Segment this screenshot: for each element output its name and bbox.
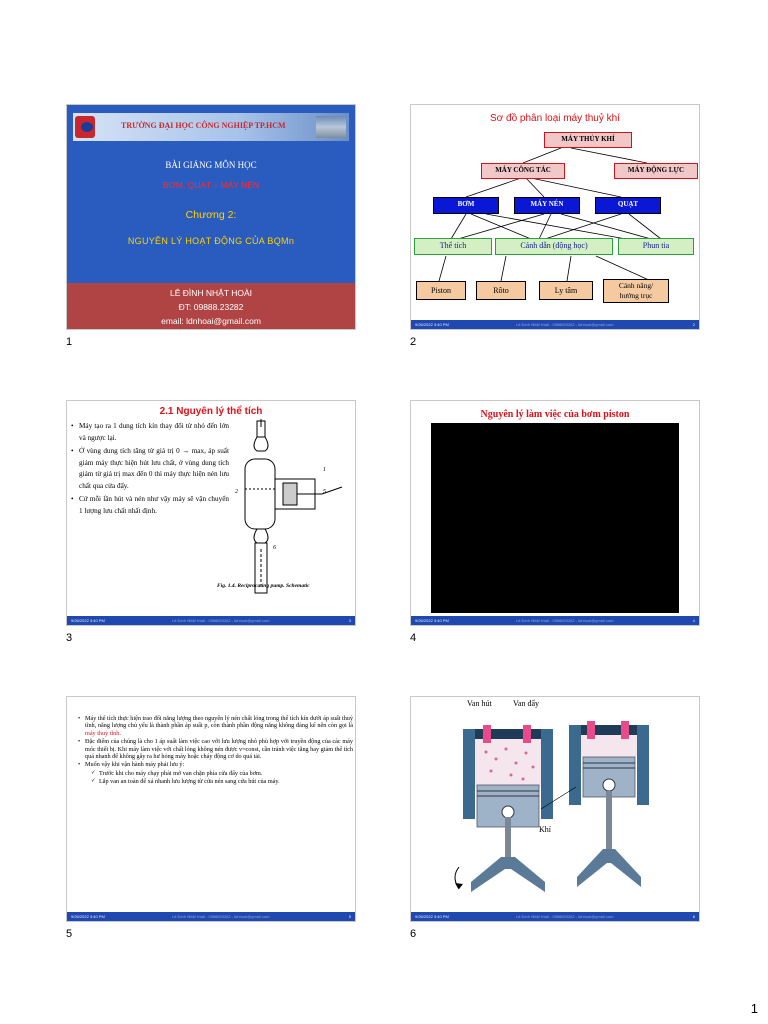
box-piston: Piston [416, 281, 466, 300]
slide-3 [66, 400, 356, 626]
slide-footer [67, 912, 355, 921]
box-bom: BƠM [433, 197, 499, 214]
footer-author: Lê Đình Nhật Hoài - 0988823282 - ldnhoai@gmail.com [516, 914, 614, 919]
figure-caption: Fig. 1.4. Reciprocating pump. Schematic [217, 583, 310, 589]
slide-number: 5 [66, 928, 73, 940]
building-image [316, 116, 346, 138]
author-email: email: ldnhoai@gmail.com [161, 316, 261, 326]
box-phun-tia: Phun tia [618, 238, 694, 255]
bullet-list [69, 421, 229, 519]
footer-slide-number: 3 [348, 618, 351, 623]
slide-2 [410, 104, 700, 330]
list-item [85, 715, 353, 737]
label-van-hut: Van hút [467, 699, 492, 708]
box-dong-luc: MÁY ĐỘNG LỰC [614, 163, 698, 179]
footer-slide-number: 4 [692, 618, 695, 623]
chapter-label: Chương 2: [185, 209, 237, 221]
box-quat: QUẠT [595, 197, 661, 214]
list-item: • Cứ mỗi lần hút và nén như vậy máy sẽ vận chuyển 1 lượng lưu chất nhất định. [79, 494, 229, 517]
highlight-term: máy thuỷ tĩnh [85, 729, 120, 737]
slide-1 [66, 104, 356, 330]
footer-author: Lê Đình Nhật Hoài - 0988823282 - ldnhoai@gmail.com [516, 322, 614, 327]
slide-footer [411, 912, 699, 921]
slide-number: 2 [410, 336, 417, 348]
author-name: LÊ ĐÌNH NHẬT HOÀI [169, 288, 253, 298]
slide-title: Sơ đồ phân loại máy thuỷ khí [490, 113, 620, 124]
box-may-nen: MÁY NÉN [514, 197, 580, 214]
check-item: ✓ Trước khi cho máy chạy phải mở van chặn phía cửa đẩy của bơm. [99, 770, 353, 777]
slide-title: Nguyên lý làm việc của bơm piston [480, 409, 630, 420]
video-placeholder[interactable] [431, 423, 679, 613]
slide-number: 6 [410, 928, 417, 940]
slide-footer [67, 616, 355, 625]
footer-slide-number: 6 [692, 914, 695, 919]
list-item: • Máy tạo ra 1 dung tích kín thay đổi từ nhỏ đến lớn và ngược lại. [79, 421, 229, 444]
check-item: ✓ Lắp van an toàn để xả nhanh lưu lượng từ cửa nén sang cửa hút của máy. [99, 778, 353, 785]
list-item-text: Máy thể tích thực hiện trao đổi năng lượng theo nguyên lý nén chất lỏng trong thể tích kín dưới áp suất thuỷ tĩnh, năng lượng chủ yếu là thành phần áp suất p, còn thành phần động năng không đáng kể nên còn gọi là [85, 715, 353, 730]
footer-date: 9/26/2022 3:40 PM [415, 618, 449, 623]
box-the-tich: Thể tích [414, 238, 492, 255]
footer-author: Lê Đình Nhật Hoài - 0988823282 - ldnhoai@gmail.com [516, 618, 614, 623]
svg-text:2: 2 [235, 489, 238, 495]
box-canh-nang: Cánh nâng/ hướng trục [603, 279, 669, 303]
slide-footer [411, 616, 699, 625]
footer-date: 9/26/2022 3:40 PM [415, 322, 449, 327]
slide-title: 2.1 Nguyên lý thể tích [159, 406, 263, 417]
school-logo-icon [75, 116, 95, 138]
svg-text:6: 6 [273, 545, 276, 551]
page-number: 1 [750, 1001, 758, 1016]
reciprocating-pump-figure [227, 419, 347, 599]
box-cong-tac: MÁY CÔNG TÁC [481, 163, 565, 179]
bullet-list [77, 715, 353, 787]
label-van-day: Van đẩy [513, 699, 539, 708]
footer-author: Lê Đình Nhật Hoài - 0988823282 - ldnhoai@gmail.com [172, 618, 270, 623]
svg-text:1: 1 [323, 467, 326, 473]
slide-number: 4 [410, 632, 417, 644]
box-ly-tam: Ly tâm [539, 281, 593, 300]
slide-number: 3 [66, 632, 73, 644]
list-item: • Đặc điểm của chúng là cho 1 áp suất làm việc cao với lưu lượng nhỏ phù hợp với truyền động của các máy móc thiết bị. Khi máy làm việc với chất lỏng không nén được v=const, cần tránh việc tăng hay giảm thể tích quá nhanh để không gây ra hư hỏng máy hoặc cháy động cơ do quá tải. [85, 738, 353, 760]
list-item: • Ở vùng dung tích tăng từ giá trị 0 → max, áp suất giảm máy thực hiện hút lưu chất, ở vùng dung tích giảm từ giá trị max đến 0 thì máy thực hiện nén lưu chất qua cửa đẩy. [79, 446, 229, 492]
slide-6 [410, 696, 700, 922]
course-label: BÀI GIẢNG MÔN HỌC [165, 160, 257, 170]
footer-date: 9/26/2022 3:40 PM [71, 618, 105, 623]
school-banner [73, 113, 349, 141]
box-canh-dan: Cánh dẫn (động học) [495, 238, 613, 255]
svg-text:5: 5 [323, 489, 326, 495]
footer-slide-number: 2 [692, 322, 695, 327]
school-name: TRƯỜNG ĐẠI HỌC CÔNG NGHIỆP TP.HCM [121, 121, 286, 130]
label-khi: Khí [539, 825, 551, 834]
footer-date: 9/26/2022 3:40 PM [415, 914, 449, 919]
box-roto: Rôto [476, 281, 526, 300]
piston-cylinders-figure [411, 697, 700, 912]
slide-number: 1 [66, 336, 73, 348]
slide-5 [66, 696, 356, 922]
footer-date: 9/26/2022 3:40 PM [71, 914, 105, 919]
footer-slide-number: 5 [348, 914, 351, 919]
chapter-title: NGUYÊN LÝ HOẠT ĐỘNG CỦA BQMn [127, 236, 295, 246]
list-item-text: . [119, 729, 121, 737]
box-thuy-khi: MÁY THỦY KHÍ [544, 132, 632, 148]
subject-title: BƠM, QUẠT – MÁY NÉN [162, 180, 260, 190]
footer-author: Lê Đình Nhật Hoài - 0988823282 - ldnhoai@gmail.com [172, 914, 270, 919]
slide-footer [411, 320, 699, 329]
slide-4 [410, 400, 700, 626]
list-item: • Muốn vậy khi vận hành máy phải lưu ý: [85, 761, 353, 768]
author-phone: ĐT: 09888.23282 [178, 302, 244, 312]
